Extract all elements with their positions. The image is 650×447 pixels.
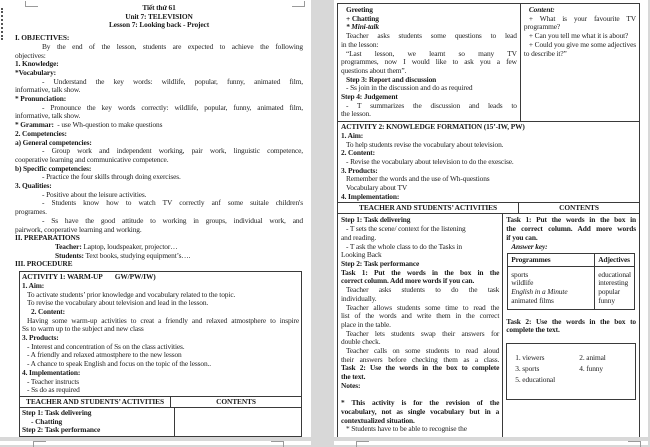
activity-table-continued bbox=[337, 3, 640, 437]
answers-box bbox=[506, 343, 636, 400]
text-line: place in the table. bbox=[341, 319, 391, 329]
text-line: double check. bbox=[341, 337, 381, 347]
activity1-body-row bbox=[20, 408, 301, 436]
text-line: popular bbox=[598, 287, 620, 297]
text-line: Notes: bbox=[341, 380, 361, 390]
activity1-table bbox=[19, 271, 302, 437]
warmup-contents-cell bbox=[521, 4, 639, 121]
text-line: 1. viewers bbox=[515, 353, 545, 362]
activity2-description-cell bbox=[338, 122, 639, 203]
page-2 bbox=[334, 0, 648, 437]
activity2-steps-cell bbox=[338, 214, 503, 437]
text-line: Teacher calls on some students to read aloud bbox=[346, 346, 500, 356]
text-line: English in a Minute bbox=[511, 287, 568, 297]
table-header-activities: TEACHER AND STUDENTS’ ACTIVITIES bbox=[338, 203, 519, 213]
text-line: 3. sports bbox=[515, 363, 540, 373]
table-header-contents: CONTENTS bbox=[559, 203, 599, 213]
text-line: to describe it?” bbox=[523, 48, 567, 58]
next-page-preview bbox=[0, 441, 311, 445]
text-line: - Understand the key words: wildlife, popular, funny, animated film, bbox=[42, 76, 303, 86]
text-line: Lesson 7: Looking back - Project bbox=[108, 20, 210, 30]
text-line: Answer key: bbox=[511, 241, 548, 251]
text-line: 3. Products: bbox=[341, 165, 378, 175]
text-line: III. PROCEDURE bbox=[15, 259, 73, 269]
activity1-steps-cell bbox=[20, 408, 175, 436]
text-line: Students: Text books, studying equipment’s…. bbox=[55, 250, 191, 260]
answer-key-programmes bbox=[508, 267, 595, 309]
text-line: Having some warm-up activities to creat a friendly and relaxed atmostphere to inspire bbox=[27, 315, 299, 325]
text-line: if you can. bbox=[506, 232, 538, 242]
text-line: * Students have to be able to recognise the bbox=[346, 424, 467, 434]
text-line: - A chance to speak English and focus on the topic of the lesson.. bbox=[27, 359, 211, 369]
text-line: - T summarizes the discussion and leads to bbox=[346, 100, 517, 110]
crop-mark bbox=[25, 1, 38, 7]
activity2-body-row bbox=[338, 214, 639, 437]
text-line: complete the text. bbox=[506, 325, 560, 335]
text-line: - Pronounce the key words correctly: wildlife, popular, funny, animated film, bbox=[42, 102, 303, 112]
text-line: animated films bbox=[511, 295, 554, 305]
text-line: - Revise the vocabulary about television to do the exescise. bbox=[346, 156, 514, 166]
crop-mark bbox=[33, 441, 46, 447]
text-line: Task 2: Use the words in the box to bbox=[506, 316, 636, 326]
text-boundary-dots bbox=[1, 8, 3, 40]
lesson-title bbox=[15, 4, 303, 30]
text-line: - Positive about the leisure activities. bbox=[42, 189, 147, 199]
text-line: the lesson. bbox=[341, 109, 371, 119]
activity1-description-cell bbox=[20, 272, 301, 396]
crop-mark bbox=[356, 441, 369, 447]
text-line: the correct column. Add more words bbox=[506, 224, 636, 234]
text-line: a) General competencies: bbox=[15, 137, 92, 147]
text-line: 4. Implementation: bbox=[341, 191, 400, 201]
text-line: programme? bbox=[523, 22, 561, 32]
text-line: 2. Content: bbox=[341, 148, 375, 158]
text-line: Ss to warm up to the subject and new class bbox=[22, 324, 144, 334]
text-line: I. OBJECTIVES: bbox=[15, 33, 70, 43]
text-line: Task 1: Put the words in the box in bbox=[506, 215, 636, 225]
text-line: interesting bbox=[598, 278, 629, 288]
text-line: Tiết thứ 61 bbox=[142, 3, 176, 12]
answer-key-header bbox=[508, 254, 634, 267]
text-line: Task 1: Put the words in the box in the bbox=[341, 267, 500, 277]
text-line: Step 4: Judgement bbox=[341, 92, 398, 102]
text-line: Remember the words and the use of Wh-questions bbox=[346, 174, 490, 184]
text-line: sports bbox=[511, 269, 529, 279]
answers-column-1 bbox=[515, 353, 579, 397]
text-line: By the end of the lesson, students are expected to achieve the following bbox=[42, 41, 303, 51]
text-line: informative, talk show. bbox=[15, 85, 81, 95]
text-line: programmes, now I would like to ask you a few bbox=[341, 57, 517, 67]
text-line: - Teacher instructs bbox=[27, 376, 80, 386]
text-line: Teacher: Laptop, loudspeaker, projector… bbox=[55, 241, 178, 251]
text-line: - Students know how to watch TV correctly anf some suitale children's bbox=[42, 198, 303, 208]
text-line: * Grammar: - use Wh-question to make questions bbox=[15, 120, 163, 130]
page-1 bbox=[0, 0, 311, 437]
text-line: list of the words and write them in the correct bbox=[341, 311, 500, 321]
text-line: questions about them”. bbox=[341, 65, 407, 75]
text-line: 2. animal bbox=[579, 353, 606, 362]
text-line: 1. Aim: bbox=[22, 280, 45, 290]
text-line: 5. educational bbox=[515, 374, 556, 384]
text-line: Teacher asks students some questions to lead bbox=[346, 31, 517, 41]
text-line: 2. Content: bbox=[31, 306, 65, 316]
text-line: their answers before checking them as a class. bbox=[341, 354, 500, 364]
text-line: contextualized situation. bbox=[341, 415, 415, 425]
answer-key-header-adjectives: Adjectives bbox=[598, 255, 630, 265]
crop-mark bbox=[628, 441, 641, 447]
text-line: ACTIVITY 1: WARM-UP GW/PW/IW) bbox=[22, 272, 156, 282]
text-line: correct column. Add more words if you can. bbox=[341, 276, 475, 286]
task2-answer-intro bbox=[506, 318, 636, 335]
text-line: programes. bbox=[15, 207, 47, 217]
text-line: in the lesson: bbox=[341, 39, 379, 49]
text-line: b) Specific competencies: bbox=[15, 163, 92, 173]
text-line: - T sets the scene/ context for the listening bbox=[346, 224, 466, 234]
warmup-activities-cell bbox=[338, 4, 521, 121]
table-header-contents: CONTENTS bbox=[216, 396, 256, 406]
text-line: 1. Knowledge: bbox=[15, 59, 59, 69]
activity1-header-row bbox=[20, 396, 301, 408]
text-line: Step 2: Task performance bbox=[341, 258, 420, 268]
text-line: - Ss join in the discussion and do as required bbox=[346, 83, 473, 93]
text-line: 1. Aim: bbox=[341, 130, 364, 140]
answer-key-body bbox=[508, 267, 634, 309]
text-line: Vocabulary about TV bbox=[346, 183, 408, 193]
activity2-header-row bbox=[338, 203, 639, 214]
text-line: funny bbox=[598, 295, 615, 305]
answer-key-header-programmes: Programmes bbox=[508, 254, 595, 266]
text-line: “Last lesson, we learnt so many TV bbox=[346, 48, 517, 58]
text-line: Step 1: Task delivering bbox=[22, 407, 92, 417]
text-line: Looking Back bbox=[341, 250, 382, 260]
objectives-section bbox=[15, 34, 303, 269]
text-line: Step 1: Task delivering bbox=[341, 215, 411, 225]
answers-column-2 bbox=[579, 353, 635, 397]
text-line: * Mini-talk bbox=[346, 22, 379, 32]
text-line: * This activity is for the revision of the bbox=[341, 398, 500, 408]
text-line: + What is your favourite TV bbox=[528, 13, 636, 23]
activity2-contents-cell bbox=[503, 214, 639, 437]
text-line: wildlife bbox=[511, 278, 534, 288]
task1-answer-intro bbox=[506, 216, 636, 251]
text-line: vocabulary, not as single vocabulary but in a bbox=[341, 406, 500, 416]
next-page-preview bbox=[334, 441, 648, 445]
text-line: 3. Qualities: bbox=[15, 181, 52, 191]
text-line: - Practice the four skills through doing exercises. bbox=[42, 172, 181, 182]
text-line: pairwork, cooperative learning and working. bbox=[15, 224, 142, 234]
text-line: Teacher lets students swap their answers for bbox=[346, 328, 500, 338]
text-line: Unit 7: TELEVISION bbox=[125, 11, 193, 21]
text-line: - T ask the whole class to do the Tasks in bbox=[346, 241, 462, 251]
text-line: Task 2: Use the words in the box to complete bbox=[341, 363, 500, 373]
text-line: - A friendly and relaxed atmostphere to the new lesson bbox=[27, 350, 182, 360]
text-line: 4. Implementation: bbox=[22, 367, 81, 377]
text-line: II. PREPARATIONS bbox=[15, 233, 80, 243]
text-line: the text. bbox=[341, 372, 366, 382]
text-line: objectives: bbox=[15, 50, 46, 60]
text-line: cooperative learning and communicative competence. bbox=[15, 154, 169, 164]
text-line: Step 2: Task performance bbox=[22, 425, 101, 435]
text-line: Greeting bbox=[346, 5, 373, 14]
text-line: and reading. bbox=[341, 232, 377, 242]
text-line: To activate students’ prior knowledge and vocabulary related to the topic. bbox=[27, 289, 236, 299]
text-line: - Ss have the good attitude to working in groups, individual work, and bbox=[42, 215, 303, 225]
text-line: - Group work and independent working, pair work, linguistic competence, bbox=[42, 146, 303, 156]
text-line: individually. bbox=[341, 293, 377, 303]
text-line: Step 3: Report and discussion bbox=[346, 74, 437, 84]
table-header-activities: TEACHER AND STUDENTS’ ACTIVITIES bbox=[20, 397, 171, 407]
text-line: ACTIVITY 2: KNOWLEDGE FORMATION (15’-IW, PW) bbox=[341, 122, 525, 132]
answer-key-adjectives bbox=[595, 267, 634, 309]
text-line: Teacher asks students to do the task bbox=[346, 285, 500, 295]
text-line: *Vocabulary: bbox=[15, 67, 56, 77]
text-line: educational bbox=[598, 269, 631, 279]
text-line: - Interest and concentration of Ss on the class activities. bbox=[27, 341, 185, 351]
crop-mark bbox=[292, 1, 305, 7]
text-line: informative, talk show. bbox=[15, 111, 81, 121]
activity1-contents-cell bbox=[175, 408, 301, 436]
text-line: + Could you give me some adjectives bbox=[528, 39, 636, 49]
page-1-content bbox=[0, 0, 311, 437]
text-line: 4. funny bbox=[579, 363, 603, 373]
text-line: Teacher allows students some time to read the bbox=[346, 302, 500, 312]
text-line: Content: bbox=[528, 5, 555, 14]
text-line: + Chatting bbox=[346, 13, 379, 23]
warmup-continuation-row bbox=[338, 4, 639, 122]
crop-mark bbox=[271, 441, 284, 447]
text-line: + Can you tell me what it is about? bbox=[528, 31, 629, 41]
text-line: To help students revise the vocabulary about television. bbox=[346, 139, 504, 149]
text-line: - Chatting bbox=[31, 416, 63, 426]
text-line: 3. Products: bbox=[22, 333, 59, 343]
text-line: * Pronunciation: bbox=[15, 94, 67, 104]
text-line: To revise the vocabulary about television and lead in the lesson. bbox=[27, 298, 209, 308]
text-line: 2. Competencies: bbox=[15, 128, 67, 138]
text-line: - Ss do as required bbox=[27, 385, 80, 395]
answer-key-table bbox=[507, 253, 635, 309]
